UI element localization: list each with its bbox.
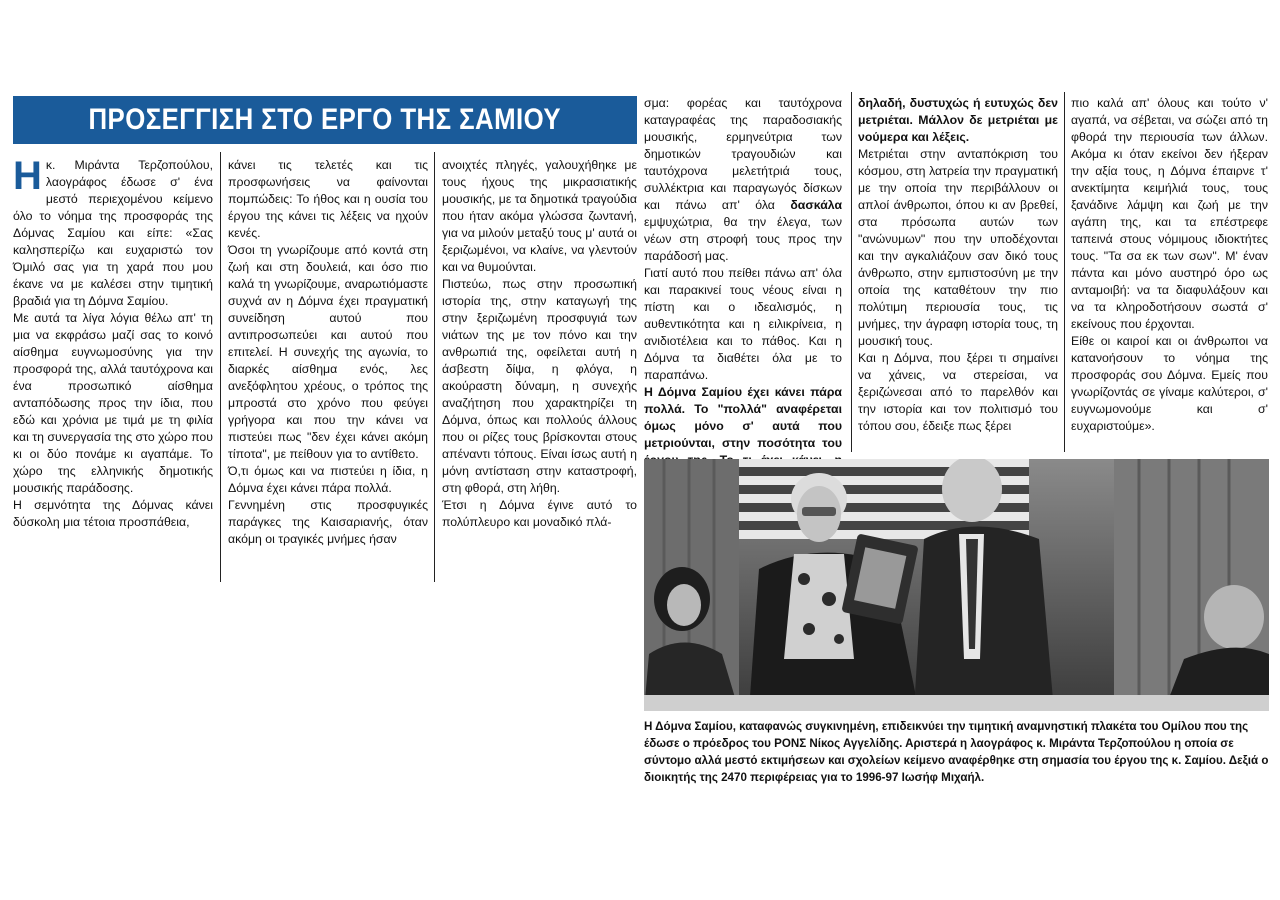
drop-cap: Η: [13, 154, 42, 198]
paragraph: [644, 95, 842, 265]
paragraph: Πιστεύω, πως στην προσωπική ιστορία της, στην καταγωγή της στην ξεριζωμένη προσφυγιά των νιάτων της με τον πόνο και την ανθρωπιά της, οφείλεται αυτή η άσβεστη δίψα, η φλόγα, η ακούραστη δύναμη, η συνεχής αναζήτηση που χαρακτηρίζει τη Δόμνα, όπως και πολλούς άλλους που οι ρίζες τους βρίσκονται στους απέναντι τόπους. Είναι ίσως αυτή η μόνη αντίσταση στην καταστροφή, στη φθορά, στη λήθη.: [442, 277, 637, 495]
photo-illustration: [644, 459, 1269, 711]
headline-banner: [13, 96, 637, 144]
paragraph: Είθε οι καιροί και οι άνθρωποι να κατανοήσουν το νόημα της προσφοράς σου Δόμνα. Εμείς που γνωρίζοντάς σε γίναμε καλύτεροι, σ' ευγνωμονούμε και σ' ευχαριστούμε».: [1071, 334, 1268, 433]
paragraph: Όσοι τη γνωρίζουμε από κοντά στη ζωή και στη δουλειά, και όσο πιο καλά τη γνωρίζουμε, αναρωτιόμαστε συχνά αν η Δόμνα έχει πραγματική συνείδηση αυτού που αντιπροσωπεύει και αυτού που επιτελεί. Η συνεχής της αγωνία, το διαρκές αίσθημα ενός, λες ανεξόφλητου χρέους, ο τρόπος της μπροστά στο χρόνο που φεύγει γρήγορα και που την κάνει να πιστεύει πως "δεν έχει κάνει ακόμη τίποτα", με πείθουν για το αντίθετο.: [228, 243, 428, 461]
bold-paragraph: Η Δόμνα Σαμίου έχει κάνει πάρα πολλά. Το "πολλά" αναφέρεται όμως μόνο σ' αυτά που μετριούνται, στην ποσότητα του: [644, 385, 842, 450]
emphasis-text: δασκάλα: [790, 198, 842, 212]
paragraph-text: σμα: φορέας και ταυτόχρονα καταγραφέας της παραδοσιακής μουσικής, ερμηνεύτρια των δημοτικών τραγουδιών και ταυτόχρονα μελετήτριά τους, συλλέκτρια και παραγωγός δίσκων και πάνω απ' όλα: [644, 96, 842, 212]
paragraph: Και η Δόμνα, που ξέρει τι σημαίνει να χάνεις, να στερείσαι, να ξεριζώνεσαι από το παρελθόν και την ιστορία και τον πολιτισμό του τόπου σου, έδειξε πως ξέρει: [858, 351, 1058, 433]
article-column-3: [442, 157, 637, 531]
bold-paragraph: δηλαδή, δυστυχώς ή ευτυχώς δεν μετριέται. Μάλλον δε μετριέται με νούμερα και λέξεις.: [858, 96, 1058, 144]
article-column-6: [1071, 95, 1268, 435]
paragraph: Ό,τι όμως και να πιστεύει η ίδια, η Δόμνα έχει κάνει πάρα πολλά.: [228, 464, 428, 495]
article-column-5: [858, 95, 1058, 435]
headline-text: ΠΡΟΣΕΓΓΙΣΗ ΣΤΟ ΕΡΓΟ ΤΗΣ ΣΑΜΙΟΥ: [13, 96, 637, 144]
paragraph: Έτσι η Δόμνα έγινε αυτό το πολύπλευρο και μοναδικό πλά-: [442, 498, 637, 529]
paragraph: ανοιχτές πληγές, γαλουχήθηκε με τους ήχους της μικρασιατικής μουσικής, με τα δημοτικά τραγούδια που ήταν ακόμα γλώσσα ζωντανή, για να μιλούν μεταξύ τους μ' αυτά οι ξεριζωμένοι, να κλαίνε, να γλεντούν και να θυμούνται.: [442, 158, 637, 274]
article-column-4: [644, 95, 842, 486]
photo-caption: Η Δόμνα Σαμίου, καταφανώς συγκινημένη, επιδεικνύει την τιμητική αναμνηστική πλακέτα του Ομίλου που της έδωσε ο πρόεδρος του ΡΟΝΣ Νίκος Αγγελίδης. Αριστερά η λαογράφος κ. Μιράντα Τερζοπούλου η οποία σε σύντομο αλλά μεστό εκτιμήσεων και σχολείων κείμενο αναφέρθηκε στη σημασία του έργου της κ. Σαμίου. Δεξιά ο διοικητής της 2470 περιφέρειας για το 1996-97 Ιωσήφ Μιχαήλ.: [644, 720, 1269, 784]
paragraph: Μετριέται στην ανταπόκριση του κόσμου, στη λατρεία την πραγματική με την οποία την περιβάλλουν οι απλοί άνθρωποι, όπου κι αν βρεθεί, στα πρόσωπα αυτών των "ανώνυμων" που την υποδέχονται και την αγκαλιάζουν σαν δικό τους άνθρωπο, στην εμπιστοσύνη με την οποία της καταθέτουν την πιο πολύτιμη περιουσία τους, τις μνήμες, την άγραφη ιστορία τους, τη μουσική τους.: [858, 147, 1058, 348]
column-rule: [220, 152, 221, 582]
paragraph-text: εμψυχώτρια, θα την έλεγα, των νέων στη στροφή τους προς την παράδοσή μας.: [644, 215, 842, 263]
column-rule: [851, 92, 852, 452]
article-column-2: [228, 157, 428, 548]
article-column-1: [13, 154, 213, 531]
paragraph: [13, 154, 213, 310]
column-rule: [434, 152, 435, 582]
paragraph: κάνει τις τελετές και τις προσφωνήσεις να φαίνονται πομπώδεις: Το ήθος και η ουσία του έργου της κάνει τις λέξεις να ηχούν κενές.: [228, 158, 428, 240]
column-rule: [1064, 92, 1065, 452]
paragraph: Η σεμνότητα της Δόμνας κάνει δύσκολη μια τέτοια προσπάθεια,: [13, 498, 213, 529]
paragraph: Γεννημένη στις προσφυγικές παράγκες της Καισαριανής, όταν ακόμη οι τραγικές μνήμες ήσαν: [228, 498, 428, 546]
paragraph: πιο καλά απ' όλους και τούτο ν' αγαπά, να σέβεται, να σώζει από τη φθορά την περιουσία των άλλων. Ακόμα κι όταν εκείνοι δεν ήξεραν την αξία τους, η Δόμνα έπαιρνε τ' ανεκτίμητα κειμήλιά τους, τους ξανάδινε λάμψη και ζωή με την αγάπη της, και τα επέστρεφε ταπεινά στους νόμιμους ιδιοκτήτες τους. "Τα σα εκ των σων". Μ' έναν πάντα και μόνο αυστηρό όρο ως ανταμοιβή: να τα διαφυλάξουν και να τα κληροδοτήσουν σωστά σ' εκείνους που έρχονται.: [1071, 96, 1268, 331]
paragraph: Με αυτά τα λίγα λόγια θέλω απ' τη μια να εκφράσω μαζί σας το κοινό αίσθημα ευγνωμοσύνης για την προσφορά της, αλλά ταυτόχρονα και ένα προσωπικό αίσθημα ανταπόδωσης προς την ίδια, που εδώ και χρόνια με τιμά με τη φιλία και τη συνεργασία της στο χώρο που κι οι δύο πονάμε κι αγαπάμε. Το χώρο της ελληνικής δημοτικής μουσικής παράδοσης.: [13, 311, 213, 495]
event-photo: [644, 459, 1269, 711]
paragraph-text: κ. Μιράντα Τερζοπούλου, λαογράφος έδωσε σ' ένα μεστό περιεχομένου κείμενο όλο το νόημα της προσφοράς της Δόμνας Σαμίου και είπε: «Σας καλησπερίζω και ευχαριστώ τον Όμιλό σας για τη χαρά που μου έκανε να με καλέσει στην τιμητική βραδιά για τη Δόμνα Σαμίου.: [13, 158, 213, 308]
paragraph: Γιατί αυτό που πείθει πάνω απ' όλα και παρακινεί τους νέους είναι η πίστη και ο ιδεαλισμός, η αυθεντικότητα και η ειλικρίνεια, η ανιδιοτέλεια και το πάθος. Και η Δόμνα τα διαθέτει όλα με το παραπάνω.: [644, 266, 842, 382]
